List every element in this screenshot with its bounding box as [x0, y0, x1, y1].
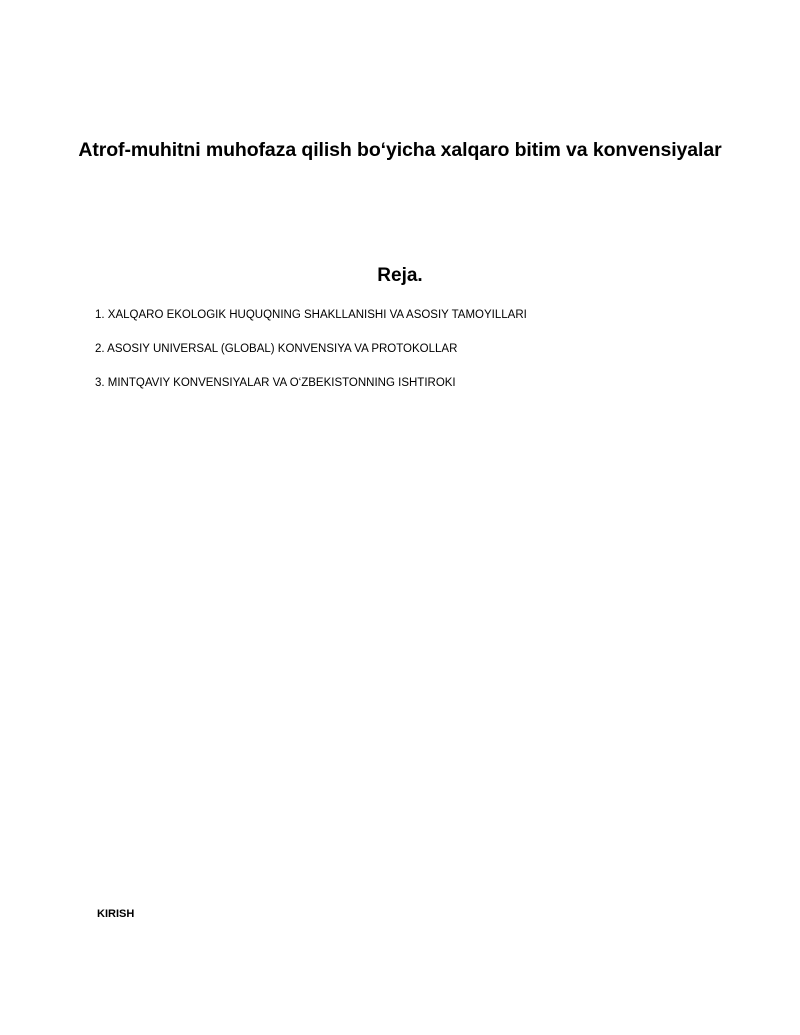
document-title: Atrof-muhitni muhofaza qilish bo‘yicha xalqaro bitim va konvensiyalar	[78, 139, 722, 161]
plan-item: 1. XALQARO EKOLOGIK HUQUQNING SHAKLLANISHI VA ASOSIY TAMOYILLARI	[95, 309, 527, 321]
section-heading-introduction: KIRISH	[97, 908, 135, 920]
plan-item: 3. MINTQAVIY KONVENSIYALAR VA O‘ZBEKISTONNING ISHTIROKI	[95, 377, 456, 389]
plan-list	[95, 306, 527, 408]
plan-heading: Reja.	[377, 265, 423, 286]
plan-item: 2. ASOSIY UNIVERSAL (GLOBAL) KONVENSIYA VA PROTOKOLLAR	[95, 343, 458, 355]
